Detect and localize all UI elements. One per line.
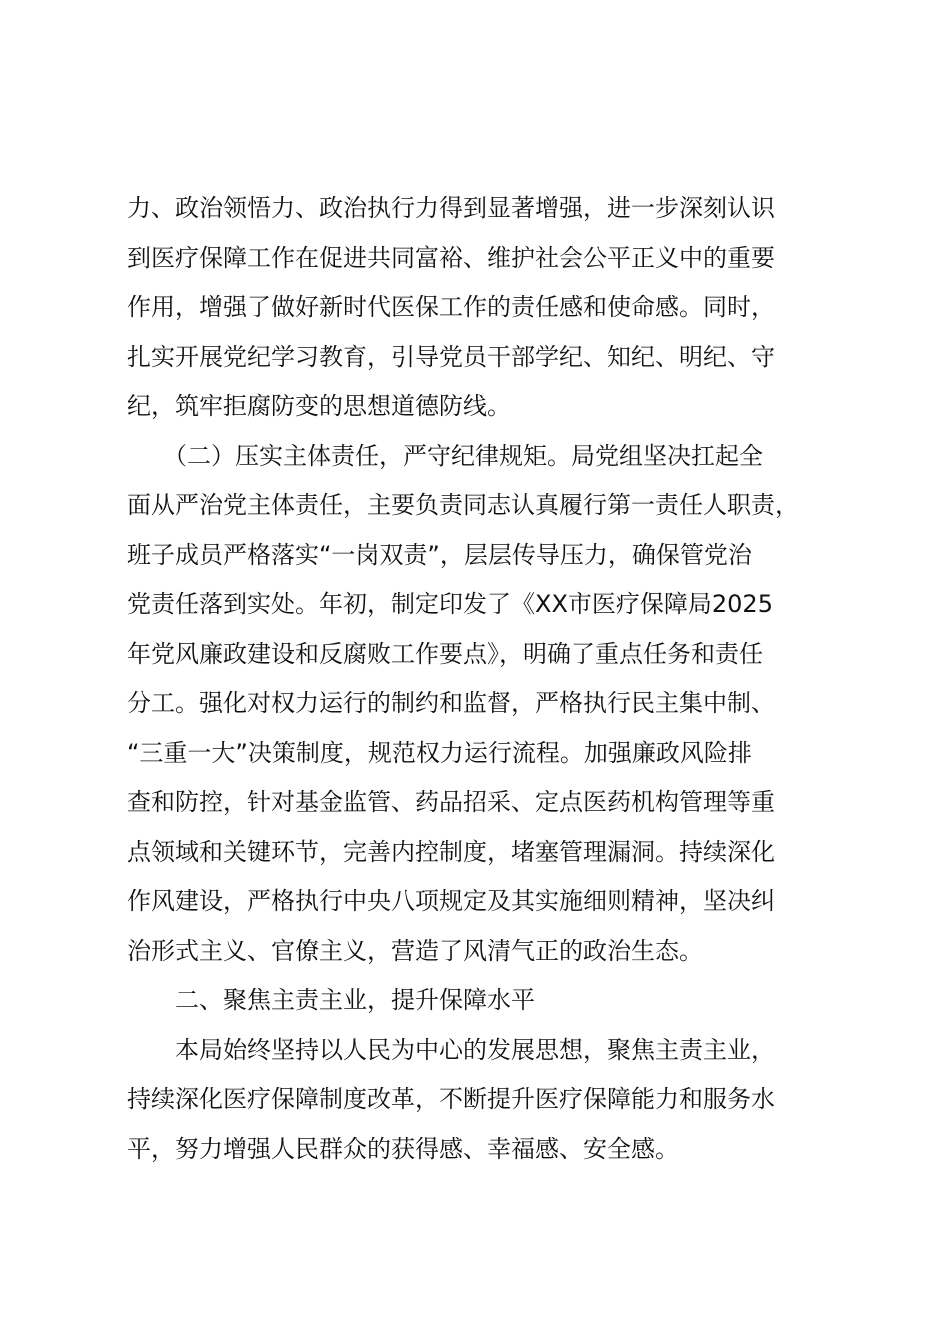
text-line: 作用，增强了做好新时代医保工作的责任感和使命感。同时， xyxy=(127,293,775,321)
text-line: 治形式主义、官僚主义，营造了风清气正的政治生态。 xyxy=(127,936,703,965)
text-line: 年党风廉政建设和反腐败工作要点》，明确了重点任务和责任 xyxy=(127,639,763,668)
text-line: 作风建设，严格执行中央八项规定及其实施细则精神，坚决纠 xyxy=(127,887,775,915)
text-line: 到医疗保障工作在促进共同富裕、维护社会公平正义中的重要 xyxy=(127,243,775,272)
text-line: 平，努力增强人民群众的获得感、幸福感、安全感。 xyxy=(127,1134,679,1163)
section-heading-line: （二）压实主体责任，严守纪律规矩。局党组坚决扛起全 xyxy=(127,441,763,470)
text-line: 持续深化医疗保障制度改革，不断提升医疗保障能力和服务水 xyxy=(127,1085,775,1113)
text-line: 查和防控，针对基金监管、药品招采、定点医药机构管理等重 xyxy=(127,788,775,816)
text-line: 分工。强化对权力运行的制约和监督，严格执行民主集中制、 xyxy=(127,689,775,717)
text-line: 扎实开展党纪学习教育，引导党员干部学纪、知纪、明纪、守 xyxy=(127,342,775,371)
section-heading: 二、聚焦主责主业，提升保障水平 xyxy=(127,986,535,1014)
text-line: 面从严治党主体责任，主要负责同志认真履行第一责任人职责， xyxy=(127,491,799,519)
text-line: “三重一大”决策制度，规范权力运行流程。加强廉政风险排 xyxy=(127,738,752,767)
text-line: 点领域和关键环节，完善内控制度，堵塞管理漏洞。持续深化 xyxy=(127,837,775,866)
body-text xyxy=(127,184,851,1174)
text-line: 班子成员严格落实“一岗双责”，层层传导压力，确保管党治 xyxy=(127,540,752,569)
text-line: 党责任落到实处。年初，制定印发了《XX市医疗保障局2025 xyxy=(127,590,773,618)
text-line: 力、政治领悟力、政治执行力得到显著增强，进一步深刻认识 xyxy=(127,194,775,222)
text-line: 本局始终坚持以人民为中心的发展思想，聚焦主责主业， xyxy=(127,1035,775,1064)
text-line: 纪，筑牢拒腐防变的思想道德防线。 xyxy=(127,392,511,420)
